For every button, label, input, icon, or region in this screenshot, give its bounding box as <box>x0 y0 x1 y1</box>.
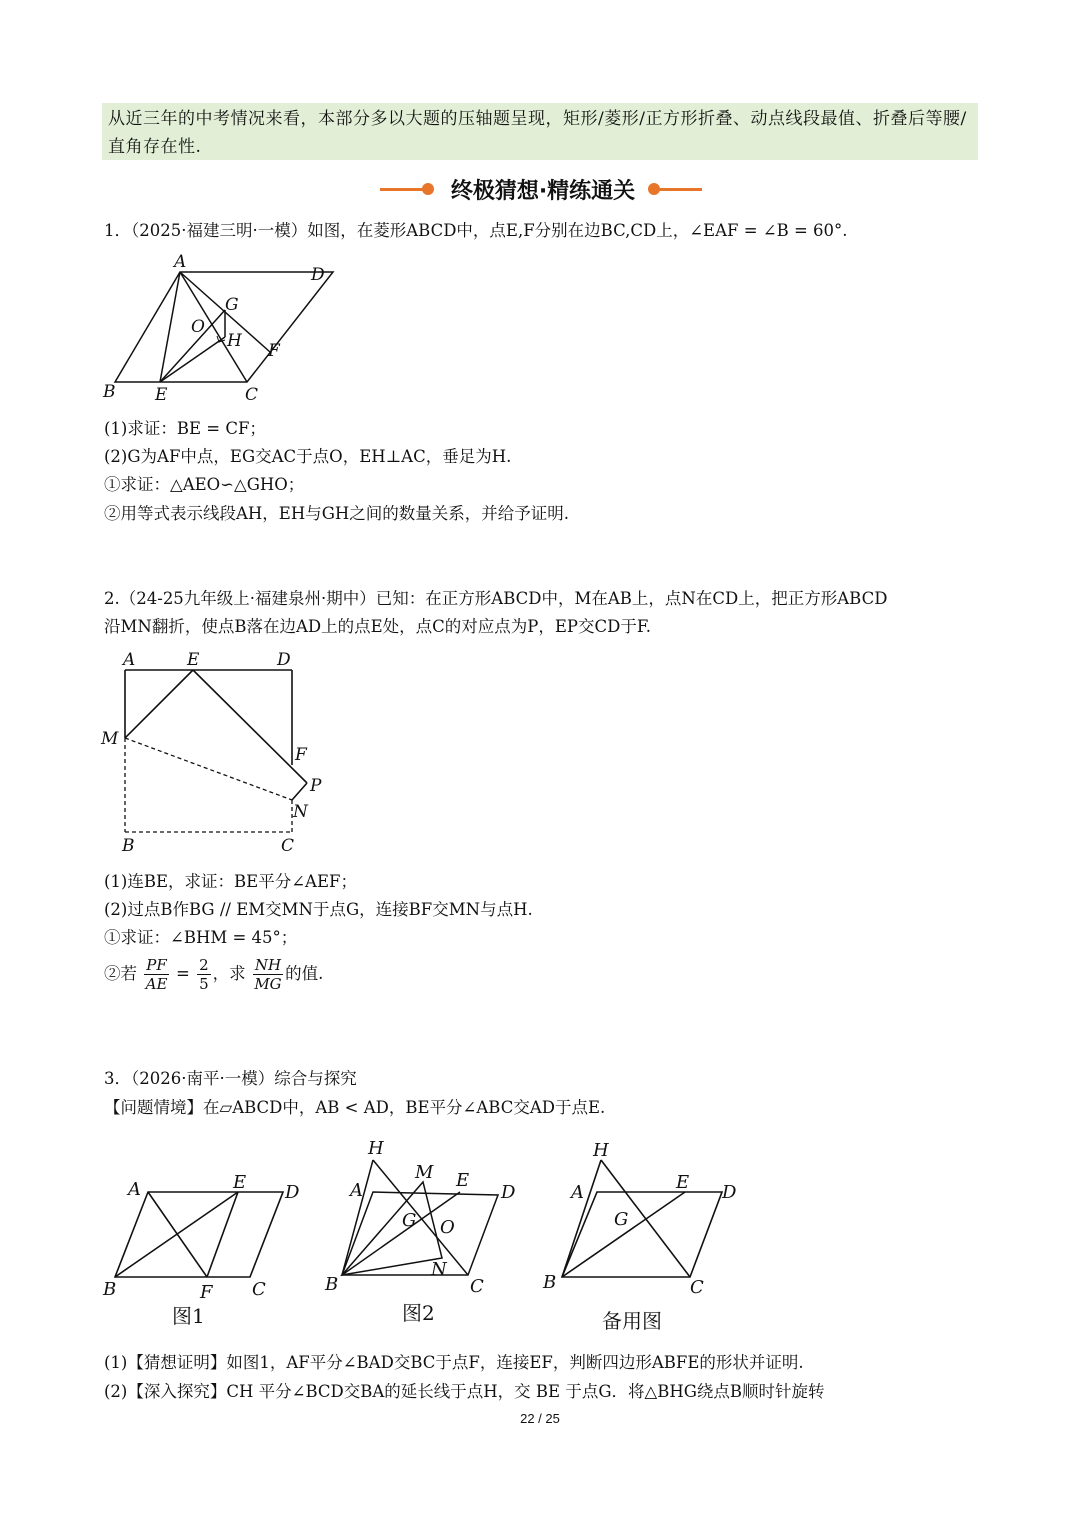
q3f3-label-d: D <box>722 1182 737 1203</box>
q2-frac2-num: 2 <box>199 956 209 974</box>
q3f1-label-e: E <box>233 1172 247 1193</box>
q2-figure <box>95 645 345 860</box>
q3-figure-1 <box>100 1165 320 1335</box>
q2-line2: 沿MN翻折，使点B落在边AD上的点E处，点C的对应点为P，EP交CD于F. <box>104 617 651 636</box>
q3f1-label-b: B <box>103 1279 117 1300</box>
q3f1-line-ef <box>207 1192 238 1277</box>
q3-part1: (1)【猜想证明】如图1，AF平分∠BAD交BC于点F，连接EF，判断四边形ABFE的形状并证明. <box>104 1353 804 1372</box>
q3f3-label-c: C <box>690 1277 704 1298</box>
q3f2-label-d: D <box>501 1182 516 1203</box>
section-title: 终极猜想·精练通关 <box>450 179 636 204</box>
q2-label-c: C <box>281 836 295 856</box>
q2-label-p: P <box>310 776 322 796</box>
q1-label-a: A <box>174 252 187 272</box>
q3-part2: (2)【深入探究】CH 平分∠BCD交BA的延长线于点H，交 BE 于点G．将△BHG绕点B顺时针旋转 <box>104 1382 825 1401</box>
q2-frac-2-5 <box>197 956 211 993</box>
q3-figure-2 <box>320 1130 530 1330</box>
q3f3-line-bh <box>562 1160 601 1277</box>
q2-line-pn <box>292 783 307 800</box>
q2-frac1-num: PF <box>146 956 167 974</box>
q3f3-label-a: A <box>571 1182 584 1203</box>
q3f2-label-a: A <box>350 1180 363 1201</box>
q2-label-e: E <box>187 650 200 670</box>
q1-stem: 1．（2025·福建三明·一模）如图，在菱形ABCD中，点E,F分别在边BC,CD上，∠EAF = ∠B = 60°. <box>104 221 848 240</box>
q3f2-label-n: N <box>431 1259 447 1280</box>
q1-label-h: H <box>227 331 242 351</box>
q3f2-label-h: H <box>368 1138 384 1159</box>
q1-part1: (1)求证：BE = CF； <box>104 419 266 438</box>
q3f3-line-be <box>562 1192 685 1277</box>
q2-label-n: N <box>293 802 308 822</box>
q2-label-b: B <box>122 836 135 856</box>
q1-sub2: ②用等式表示线段AH，EH与GH之间的数量关系，并给予证明. <box>104 504 570 523</box>
q1-figure <box>95 252 345 402</box>
q2-line-me <box>125 670 193 738</box>
q1-sub1: ①求证：△AEO∽△GHO； <box>104 475 305 494</box>
q1-line-eh <box>160 337 225 382</box>
q1-label-e: E <box>155 385 168 402</box>
q2-label-f: F <box>295 745 307 765</box>
q2-equals: = <box>176 964 190 983</box>
q2-part2: (2)过点B作BG // EM交MN于点G，连接BF交MN与点H. <box>104 900 533 919</box>
q2-label-a: A <box>123 650 136 670</box>
q3f1-label-a: A <box>128 1179 141 1200</box>
q2-sub2-mid: ，求 <box>212 964 246 983</box>
heading-right-line <box>656 188 702 191</box>
q2-part1: (1)连BE，求证：BE平分∠AEF； <box>104 872 357 891</box>
q2-frac1-den: AE <box>145 975 168 993</box>
q3-fig3-caption: 备用图 <box>602 1309 662 1333</box>
q3f3-label-h: H <box>593 1140 609 1161</box>
q1-label-d: D <box>311 265 325 285</box>
q3f1-label-f: F <box>200 1282 213 1303</box>
section-heading <box>380 172 710 208</box>
q1-label-g: G <box>225 295 239 315</box>
q1-part2: (2)G为AF中点，EG交AC于点O，EH⊥AC，垂足为H. <box>104 447 512 466</box>
q3f3-label-b: B <box>543 1272 557 1293</box>
q3f2-label-e: E <box>456 1170 470 1191</box>
intro-box <box>102 103 978 160</box>
q1-label-b: B <box>103 382 116 402</box>
q2-frac3-num: NH <box>254 956 282 974</box>
q3f2-label-m: M <box>415 1162 434 1183</box>
q3f1-label-c: C <box>252 1279 266 1300</box>
q2-sub2-suffix: 的值. <box>285 964 324 983</box>
q2-frac3-den: MG <box>254 975 282 993</box>
q2-sub2 <box>104 956 323 993</box>
intro-text: 从近三年的中考情况来看，本部分多以大题的压轴题呈现，矩形/菱形/正方形折叠、动点线段最值、折叠后等腰/直角存在性. <box>108 109 967 157</box>
q2-frac2-den: 5 <box>199 975 209 993</box>
q2-label-m: M <box>101 729 119 749</box>
q3f2-label-c: C <box>470 1276 484 1297</box>
heading-left-line <box>380 188 426 191</box>
q1-label-c: C <box>245 385 259 402</box>
q2-line1: 2.（24-25九年级上·福建泉州·期中）已知：在正方形ABCD中，M在AB上，点N在CD上，把正方形ABCD <box>104 589 888 608</box>
q3f2-label-o: O <box>440 1217 455 1238</box>
q3f2-label-b: B <box>325 1274 339 1295</box>
q3-context: 【问题情境】在▱ABCD中，AB < AD，BE平分∠ABC交AD于点E. <box>104 1098 606 1117</box>
q1-rhombus <box>115 272 333 382</box>
q3-stem: 3．（2026·南平·一模）综合与探究 <box>104 1069 357 1088</box>
q1-label-o: O <box>191 317 205 337</box>
q3f3-label-g: G <box>614 1209 629 1230</box>
q3f3-label-e: E <box>676 1172 690 1193</box>
q1-label-f: F <box>268 341 280 361</box>
q3f1-label-d: D <box>285 1182 300 1203</box>
page-number: 22 / 25 <box>520 1411 560 1426</box>
q3-figure-3 <box>540 1130 760 1340</box>
q2-frac-nh-mg <box>253 956 283 993</box>
q3f1-line-be <box>115 1192 238 1277</box>
q2-label-d: D <box>277 650 291 670</box>
q3-fig2-caption: 图2 <box>402 1301 435 1325</box>
q2-frac-pf-ae <box>144 956 169 993</box>
q3f2-parallelogram <box>342 1192 498 1275</box>
q3f2-label-g: G <box>402 1210 417 1231</box>
q2-sub1: ①求证：∠BHM = 45°； <box>104 928 298 947</box>
q2-dashed-mn <box>125 738 292 800</box>
q3-fig1-caption: 图1 <box>172 1304 205 1328</box>
q2-sub2-prefix: ②若 <box>104 964 137 983</box>
q2-line-ep <box>193 670 307 783</box>
